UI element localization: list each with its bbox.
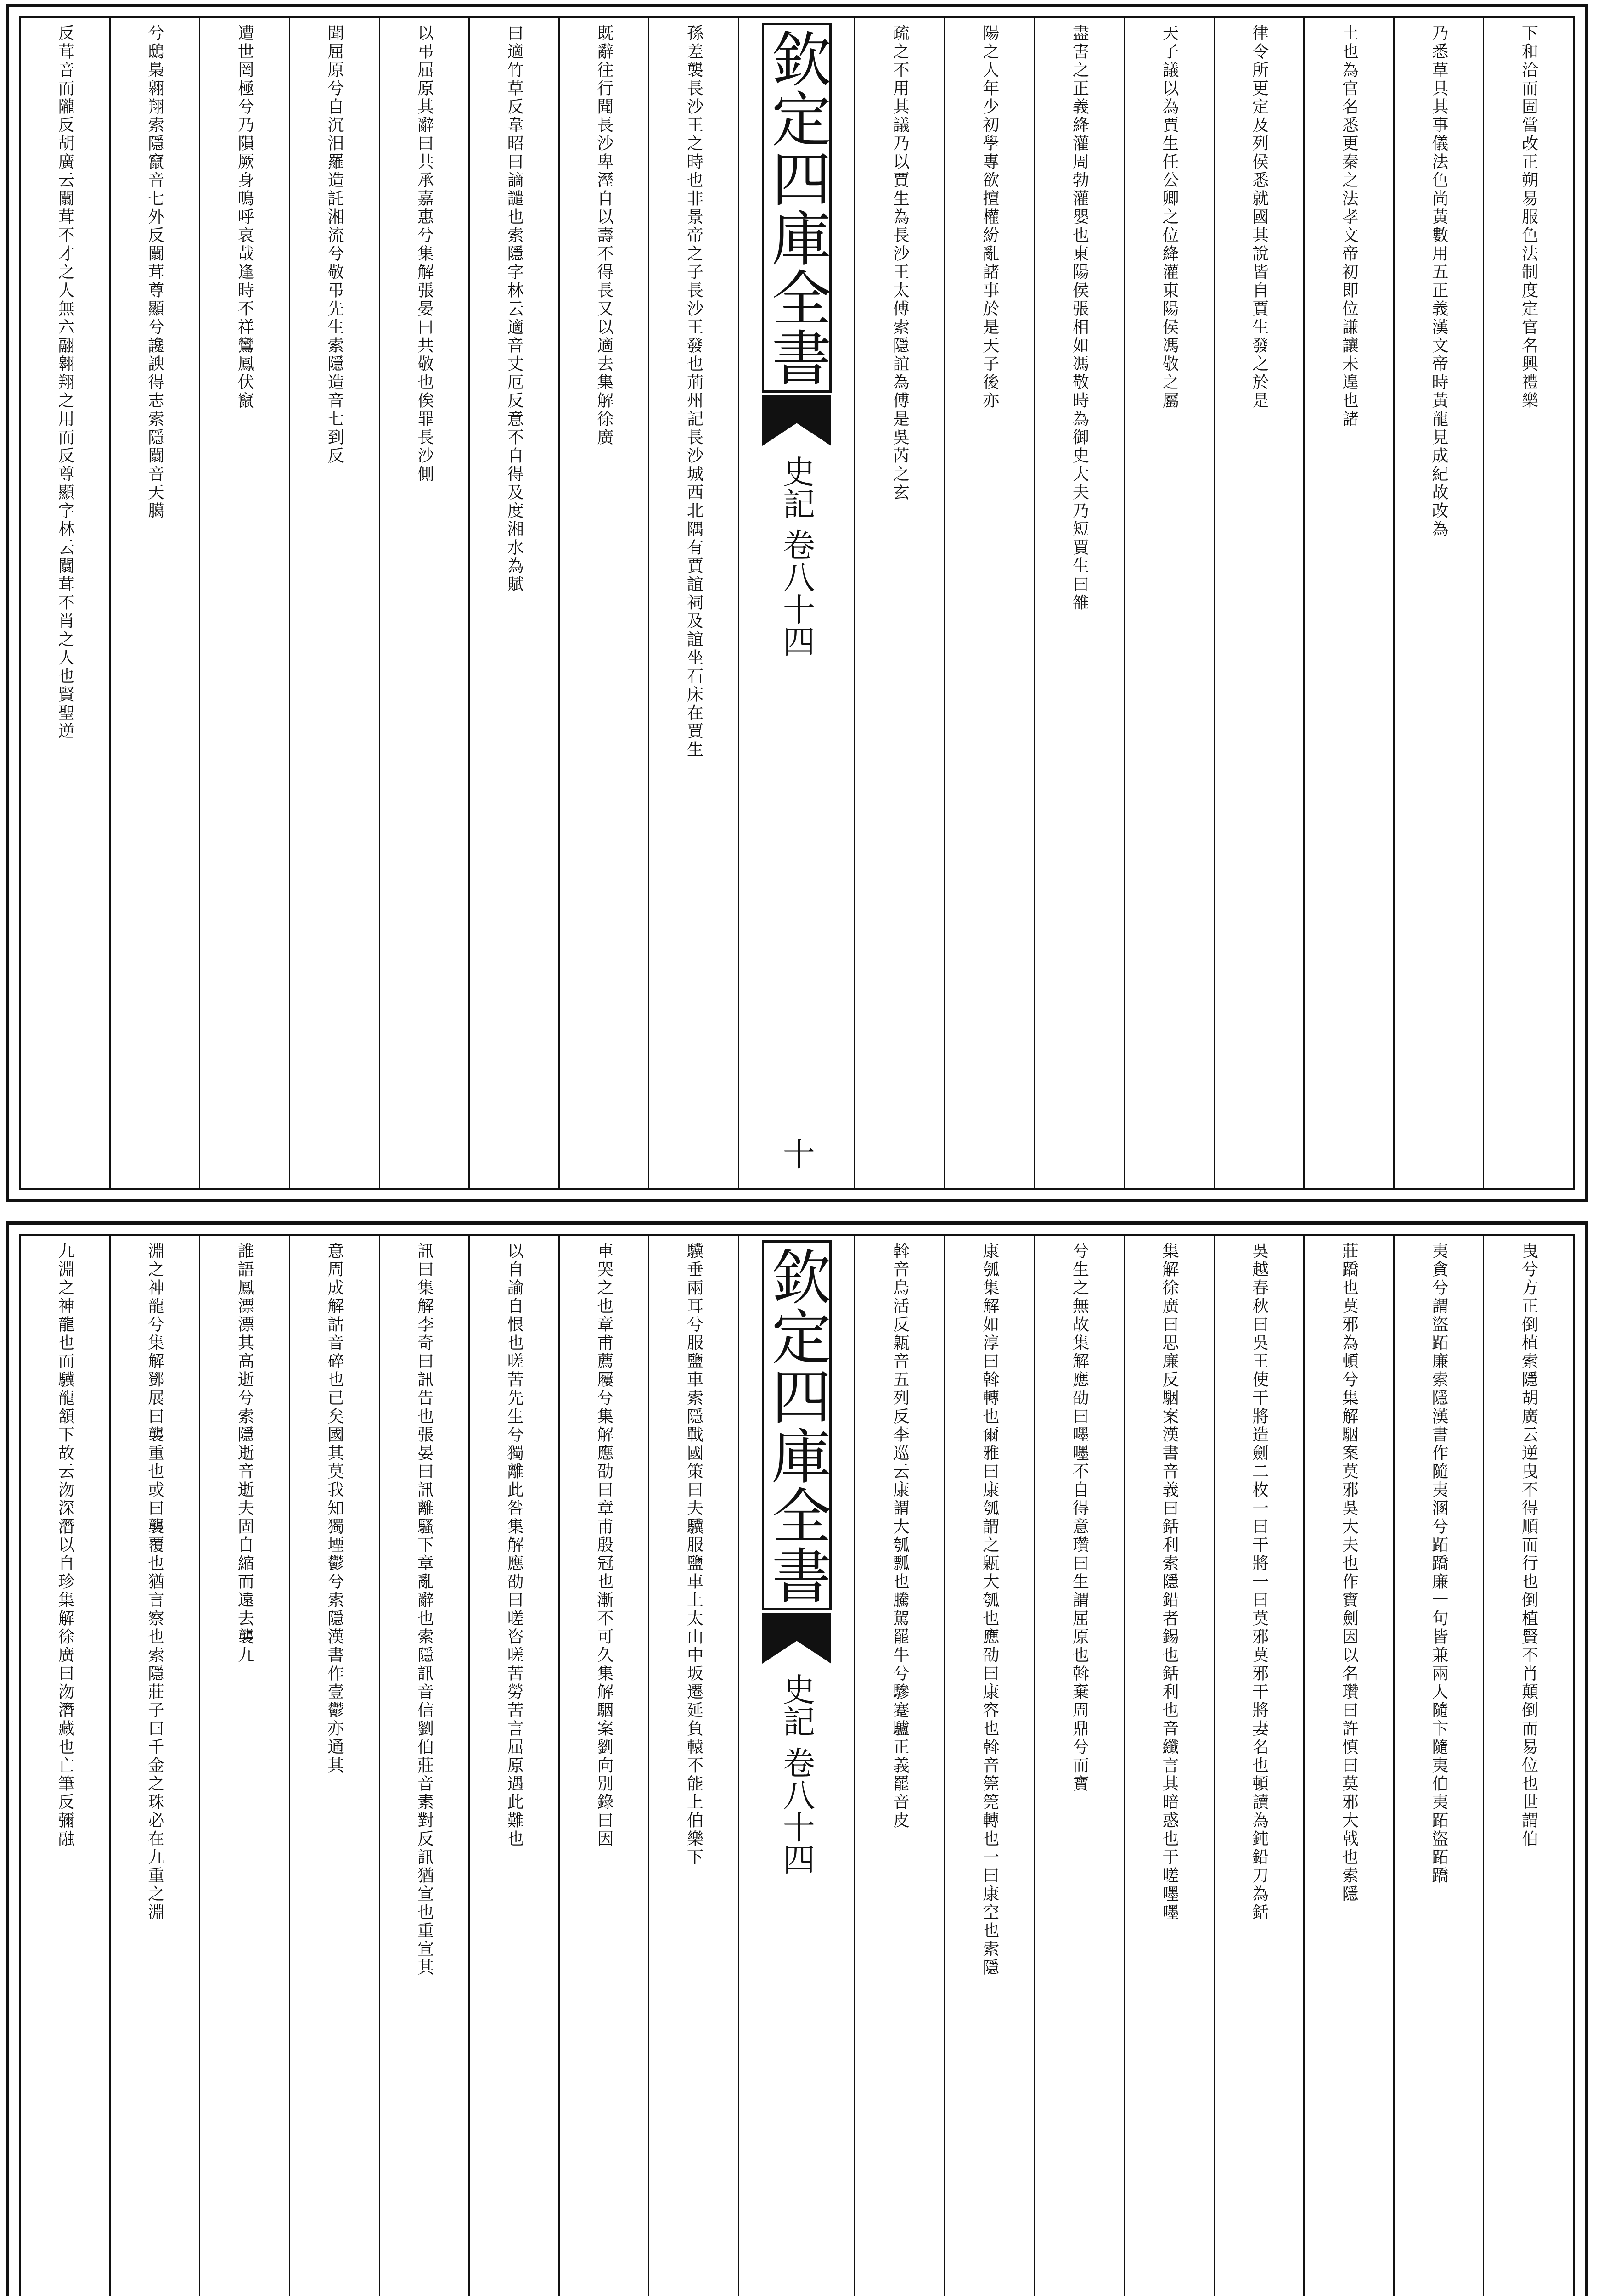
lower-column-7 xyxy=(944,1236,1034,2296)
upper-column-3 xyxy=(1303,18,1393,1188)
lower-column-14-text: 誰語鳳漂漂其高逝兮索隱逝音逝夫固自縮而遠去襲九 xyxy=(235,1242,254,1665)
lower-column-9-text: 驥垂兩耳兮服鹽車索隱戰國策曰夫驥服鹽車上太山中坂遷延負轅不能上伯樂下 xyxy=(684,1242,703,1867)
upper-column-6-text: 盡害之正義絳灌周勃灌嬰也東陽侯張相如馮敬時為御史大夫乃短賈生曰雒 xyxy=(1070,24,1089,612)
lower-column-13-text: 意周成解詁音碎也已矣國其莫我知獨堙鬱兮索隱漢書作壹鬱亦通其 xyxy=(325,1242,344,1775)
lower-column-14 xyxy=(199,1236,289,2296)
upper-column-12-text: 以弔屈原其辭曰共承嘉惠兮集解張晏曰共敬也俟罪長沙側 xyxy=(415,24,434,484)
upper-column-12 xyxy=(379,18,469,1188)
lower-column-9 xyxy=(648,1236,738,2296)
upper-column-15-text: 兮鴟梟翱翔索隱竄音七外反闒茸尊顯兮讒諛得志索隱闒音天臈 xyxy=(145,24,164,520)
lower-column-3 xyxy=(1303,1236,1393,2296)
upper-column-6 xyxy=(1034,18,1124,1188)
upper-column-9-text: 孫差襲長沙王之時也非景帝之子長沙王發也荊州記長沙城西北隅有賈誼祠及誼坐石床在賈生 xyxy=(684,24,703,759)
upper-volume: 卷八十四 xyxy=(777,529,816,657)
lower-column-10 xyxy=(558,1236,648,2296)
upper-column-13 xyxy=(289,18,379,1188)
upper-column-8-text: 疏之不用其議乃以賈生為長沙王太傅索隱誼為傅是吳芮之玄 xyxy=(890,24,910,502)
lower-column-4-text: 吳越春秋曰吳王使干將造劍二枚一曰干將一曰莫邪莫邪干將妻名也頓讀為鈍鉛刀為銛 xyxy=(1249,1242,1269,1922)
upper-page-number: 十 xyxy=(777,1137,816,1170)
lower-column-8 xyxy=(854,1236,944,2296)
upper-fish-tail-mark xyxy=(762,395,831,446)
lower-column-15 xyxy=(109,1236,199,2296)
lower-book-name: 史記 xyxy=(777,1673,816,1737)
lower-column-16-text: 九淵之神龍也而驥龍頷下故云沕深潛以自珍集解徐廣曰沕潛藏也亡筆反彌融 xyxy=(56,1242,75,1848)
lower-column-2 xyxy=(1393,1236,1483,2296)
lower-column-12-text: 訊曰集解李奇曰訊告也張晏曰訊離騷下章亂辭也索隱訊音信劉伯莊音素對反訊猶宣也重宣其 xyxy=(415,1242,434,1977)
lower-column-12 xyxy=(379,1236,469,2296)
upper-column-14-text: 遭世罔極兮乃隕厥身嗚呼哀哉逢時不祥鸞鳳伏竄 xyxy=(235,24,254,410)
upper-column-15 xyxy=(109,18,199,1188)
lower-column-7-text: 康瓠集解如淳曰斡轉也爾雅曰康瓠謂之甈大瓠也應劭曰康容也斡音筦筦轉也一曰康空也索隱 xyxy=(980,1242,999,1977)
lower-volume: 卷八十四 xyxy=(777,1746,816,1875)
lower-column-4 xyxy=(1214,1236,1304,2296)
upper-column-7-text: 陽之人年少初學專欲擅權紛亂諸事於是天子後亦 xyxy=(980,24,999,410)
lower-column-8-text: 斡音烏活反甈音五列反李巡云康謂大瓠瓢也騰駕罷牛兮驂蹇驢正義罷音皮 xyxy=(890,1242,910,1830)
lower-column-16 xyxy=(21,1236,109,2296)
lower-leaf xyxy=(6,1221,1588,2296)
lower-center-title: 欽定四庫全書 xyxy=(762,1240,832,1610)
upper-leaf xyxy=(6,4,1588,1202)
upper-column-4 xyxy=(1214,18,1304,1188)
upper-column-16-text: 反茸音而隴反胡廣云闒茸不才之人無六翮翱翔之用而反尊顯字林云闒茸不肖之人也賢聖逆 xyxy=(56,24,75,741)
upper-column-5 xyxy=(1124,18,1214,1188)
lower-column-11 xyxy=(468,1236,558,2296)
upper-book-name: 史記 xyxy=(777,455,816,519)
lower-column-15-text: 淵之神龍兮集解鄧展曰襲重也或曰襲覆也猶言察也索隱莊子曰千金之珠必在九重之淵 xyxy=(145,1242,164,1922)
lower-column-3-text: 莊蹻也莫邪為頓兮集解駰案莫邪吳大夫也作寶劍因以名瓚曰許慎曰莫邪大戟也索隱 xyxy=(1339,1242,1359,1903)
lower-center-margin xyxy=(738,1236,854,2296)
upper-column-7 xyxy=(944,18,1034,1188)
upper-column-4-text: 律令所更定及列侯悉就國其說皆自賈生發之於是 xyxy=(1249,24,1269,410)
upper-center-title: 欽定四庫全書 xyxy=(762,23,832,393)
upper-column-10-text: 既辭往行聞長沙卑溼自以壽不得長又以適去集解徐廣 xyxy=(594,24,613,447)
upper-column-10 xyxy=(558,18,648,1188)
lower-column-13 xyxy=(289,1236,379,2296)
upper-center-margin xyxy=(738,18,854,1188)
lower-column-11-text: 以自諭自恨也嗟苦先生兮獨離此咎集解應劭曰嗟咨嗟苦勞苦言屈原遇此難也 xyxy=(505,1242,524,1848)
upper-column-1 xyxy=(1483,18,1573,1188)
upper-leaf-frame xyxy=(19,16,1575,1190)
lower-fish-tail-mark xyxy=(762,1613,831,1664)
upper-column-13-text: 聞屈原兮自沉汨羅造託湘流兮敬弔先生索隱造音七到反 xyxy=(325,24,344,465)
lower-column-5 xyxy=(1124,1236,1214,2296)
lower-column-10-text: 車哭之也章甫薦屨兮集解應劭曰章甫殷冠也漸不可久集解駰案劉向別錄曰因 xyxy=(594,1242,613,1848)
upper-column-8 xyxy=(854,18,944,1188)
upper-column-2-text: 乃悉草具其事儀法色尚黃數用五正義漢文帝時黃龍見成紀故改為 xyxy=(1429,24,1448,539)
upper-column-9 xyxy=(648,18,738,1188)
lower-column-2-text: 夷貪兮謂盜跖廉索隱漢書作隨夷溷兮跖蹻廉一句皆兼兩人隨卞隨夷伯夷跖盜跖蹻 xyxy=(1429,1242,1448,1885)
upper-column-14 xyxy=(199,18,289,1188)
lower-column-1-text: 曳兮方正倒植索隱胡廣云逆曳不得順而行也倒植賢不肖顛倒而易位也世謂伯 xyxy=(1519,1242,1538,1848)
upper-column-11-text: 曰適竹草反韋昭曰謫譴也索隱字林云適音丈厄反意不自得及度湘水為賦 xyxy=(505,24,524,594)
lower-column-1 xyxy=(1483,1236,1573,2296)
upper-column-3-text: 土也為官名悉更秦之法孝文帝初即位謙讓未遑也諸 xyxy=(1339,24,1359,428)
upper-column-16 xyxy=(21,18,109,1188)
upper-column-11 xyxy=(468,18,558,1188)
upper-column-2 xyxy=(1393,18,1483,1188)
upper-column-5-text: 天子議以為賈生任公卿之位絳灌東陽侯馮敬之屬 xyxy=(1159,24,1179,410)
upper-column-1-text: 下和洽而固當改正朔易服色法制度定官名興禮樂 xyxy=(1519,24,1538,410)
lower-column-6 xyxy=(1034,1236,1124,2296)
lower-leaf-frame xyxy=(19,1234,1575,2296)
lower-column-6-text: 兮生之無故集解應劭曰嚜嚜不自得意瓚曰生謂屈原也斡棄周鼎兮而寶 xyxy=(1070,1242,1089,1793)
lower-column-5-text: 集解徐廣曰思廉反駰案漢書音義曰銛利索隱鉛者錫也銛利也音纖言其暗惑也于嗟嚜嚜 xyxy=(1159,1242,1179,1922)
